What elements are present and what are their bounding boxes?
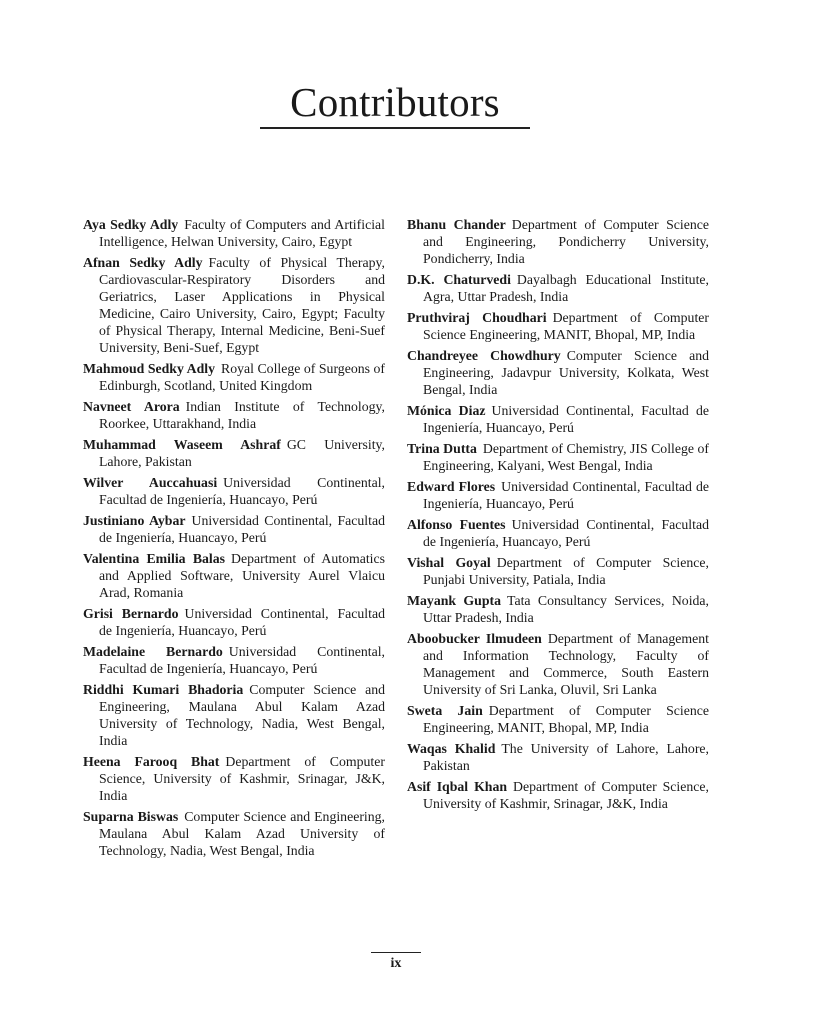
contributor-name: Wilver Auccahuasi bbox=[83, 475, 218, 490]
contributor-name: Heena Farooq Bhat bbox=[83, 754, 220, 769]
contributor-entry bbox=[83, 753, 385, 804]
contributor-affiliation: Dayalbagh Educational Institute, Agra, Uttar Pradesh, India bbox=[423, 272, 709, 304]
contributor-affiliation: Department of Automatics and Applied Software, University Aurel Vlaicu Arad, Romania bbox=[99, 551, 385, 600]
contributor-name: Vishal Goyal bbox=[407, 555, 491, 570]
contributor-entry bbox=[407, 402, 709, 436]
contributor-affiliation: Department of Computer Science, University of Kashmir, Srinagar, J&K, India bbox=[423, 779, 709, 811]
contributor-entry bbox=[407, 216, 709, 267]
contributor-affiliation: The University of Lahore, Lahore, Pakistan bbox=[423, 741, 709, 773]
contributor-entry bbox=[83, 254, 385, 356]
contributor-entry bbox=[83, 398, 385, 432]
contributor-name: Pruthviraj Choudhari bbox=[407, 310, 547, 325]
contributors-right-column bbox=[407, 216, 709, 816]
contributor-affiliation: Department of Computer Science, Punjabi University, Patiala, India bbox=[423, 555, 709, 587]
contributor-affiliation: Faculty of Physical Therapy, Cardiovascular-Respiratory Disorders and Geriatrics, Laser Applications in Physical Medicine, Cairo University, Cairo, Egypt; Faculty of Physical Therapy, Internal Medicine, Beni-Suef University, Beni-Suef, Egypt bbox=[99, 255, 385, 355]
contributor-affiliation: Universidad Continental, Facultad de Ingeniería, Huancayo, Perú bbox=[423, 517, 710, 549]
contributor-entry bbox=[407, 478, 709, 512]
contributor-entry bbox=[83, 550, 385, 601]
title-rule bbox=[260, 127, 530, 129]
contributor-entry bbox=[83, 605, 385, 639]
page-title: Contributors bbox=[290, 79, 500, 125]
contributor-name: Suparna Biswas bbox=[83, 809, 179, 824]
contributor-name: Chandreyee Chowdhury bbox=[407, 348, 561, 363]
contributor-affiliation: Department of Chemistry, JIS College of Engineering, Kalyani, West Bengal, India bbox=[423, 441, 709, 473]
contributor-entry bbox=[83, 512, 385, 546]
contributor-name: Aya Sedky Adly bbox=[83, 217, 179, 232]
page-number-rule bbox=[371, 952, 421, 953]
contributor-entry bbox=[407, 309, 709, 343]
contributor-entry bbox=[407, 778, 709, 812]
contributor-entry bbox=[407, 271, 709, 305]
contributors-left-column bbox=[83, 216, 385, 863]
contributor-entry bbox=[407, 347, 709, 398]
contributor-name: Justiniano Aybar bbox=[83, 513, 186, 528]
contributor-affiliation: Universidad Continental, Facultad de Ingeniería, Huancayo, Perú bbox=[99, 606, 385, 638]
contributor-name: Alfonso Fuentes bbox=[407, 517, 506, 532]
contributor-affiliation: Royal College of Surgeons of Edinburgh, Scotland, United Kingdom bbox=[99, 361, 385, 393]
contributor-name: Madelaine Bernardo bbox=[83, 644, 223, 659]
contributor-entry bbox=[407, 554, 709, 588]
contributor-name: Navneet Arora bbox=[83, 399, 180, 414]
contributor-affiliation: Department of Computer Science, University of Kashmir, Srinagar, J&K, India bbox=[99, 754, 385, 803]
contributor-affiliation: GC University, Lahore, Pakistan bbox=[99, 437, 385, 469]
contributor-affiliation: Faculty of Computers and Artificial Intelligence, Helwan University, Cairo, Egypt bbox=[99, 217, 385, 249]
contributor-affiliation: Tata Consultancy Services, Noida, Uttar Pradesh, India bbox=[423, 593, 709, 625]
contributor-name: Riddhi Kumari Bhadoria bbox=[83, 682, 244, 697]
contributor-name: Bhanu Chander bbox=[407, 217, 506, 232]
contributor-name: D.K. Chaturvedi bbox=[407, 272, 511, 287]
contributor-entry bbox=[83, 681, 385, 749]
contributor-name: Mónica Diaz bbox=[407, 403, 486, 418]
contributor-name: Waqas Khalid bbox=[407, 741, 496, 756]
contributor-entry bbox=[83, 474, 385, 508]
contributor-entry bbox=[407, 702, 709, 736]
contributor-name: Valentina Emilia Balas bbox=[83, 551, 226, 566]
contributor-name: Grisi Bernardo bbox=[83, 606, 179, 621]
page-number: ix bbox=[390, 956, 402, 971]
contributor-affiliation: Universidad Continental, Facultad de Ingeniería, Huancayo, Perú bbox=[99, 475, 385, 507]
contributor-affiliation: Department of Computer Science Engineering, MANIT, Bhopal, MP, India bbox=[423, 310, 710, 342]
contributor-affiliation: Department of Computer Science Engineering, MANIT, Bhopal, MP, India bbox=[423, 703, 709, 735]
contributor-entry bbox=[83, 360, 385, 394]
contributor-affiliation: Department of Management and Information Technology, Faculty of Management and Commerce, South Eastern University of Sri Lanka, Oluvil, Sri Lanka bbox=[423, 631, 709, 697]
contributor-entry bbox=[407, 592, 709, 626]
contributor-entry bbox=[83, 808, 385, 859]
contributor-name: Mayank Gupta bbox=[407, 593, 502, 608]
contributor-entry bbox=[407, 740, 709, 774]
contributor-entry bbox=[407, 630, 709, 698]
contributor-name: Muhammad Waseem Ashraf bbox=[83, 437, 281, 452]
contributor-affiliation: Universidad Continental, Facultad de Ingeniería, Huancayo, Perú bbox=[99, 513, 385, 545]
contributor-affiliation: Universidad Continental, Facultad de Ingeniería, Huancayo, Perú bbox=[423, 403, 710, 435]
contributor-entry bbox=[407, 440, 709, 474]
contributor-name: Sweta Jain bbox=[407, 703, 483, 718]
contributor-name: Aboobucker Ilmudeen bbox=[407, 631, 542, 646]
contributor-affiliation: Department of Computer Science and Engineering, Pondicherry University, Pondicherry, India bbox=[423, 217, 709, 266]
contributor-name: Asif Iqbal Khan bbox=[407, 779, 508, 794]
contributor-affiliation: Indian Institute of Technology, Roorkee, Uttarakhand, India bbox=[99, 399, 385, 431]
contributor-entry bbox=[407, 516, 709, 550]
contributor-affiliation: Universidad Continental, Facultad de Ingeniería, Huancayo, Perú bbox=[99, 644, 385, 676]
contributor-affiliation: Computer Science and Engineering, Jadavpur University, Kolkata, West Bengal, India bbox=[423, 348, 710, 397]
contributor-entry bbox=[83, 436, 385, 470]
contributor-name: Afnan Sedky Adly bbox=[83, 255, 203, 270]
contributor-name: Mahmoud Sedky Adly bbox=[83, 361, 215, 376]
contributor-affiliation: Computer Science and Engineering, Maulana Abul Kalam Azad University of Technology, Nadia, West Bengal, India bbox=[99, 682, 385, 748]
contributor-entry bbox=[83, 643, 385, 677]
contributor-name: Trina Dutta bbox=[407, 441, 477, 456]
contributor-name: Edward Flores bbox=[407, 479, 496, 494]
contributor-entry bbox=[83, 216, 385, 250]
contributor-affiliation: Universidad Continental, Facultad de Ingeniería, Huancayo, Perú bbox=[423, 479, 710, 511]
contributor-affiliation: Computer Science and Engineering, Maulana Abul Kalam Azad University of Technology, Nadia, West Bengal, India bbox=[99, 809, 385, 858]
